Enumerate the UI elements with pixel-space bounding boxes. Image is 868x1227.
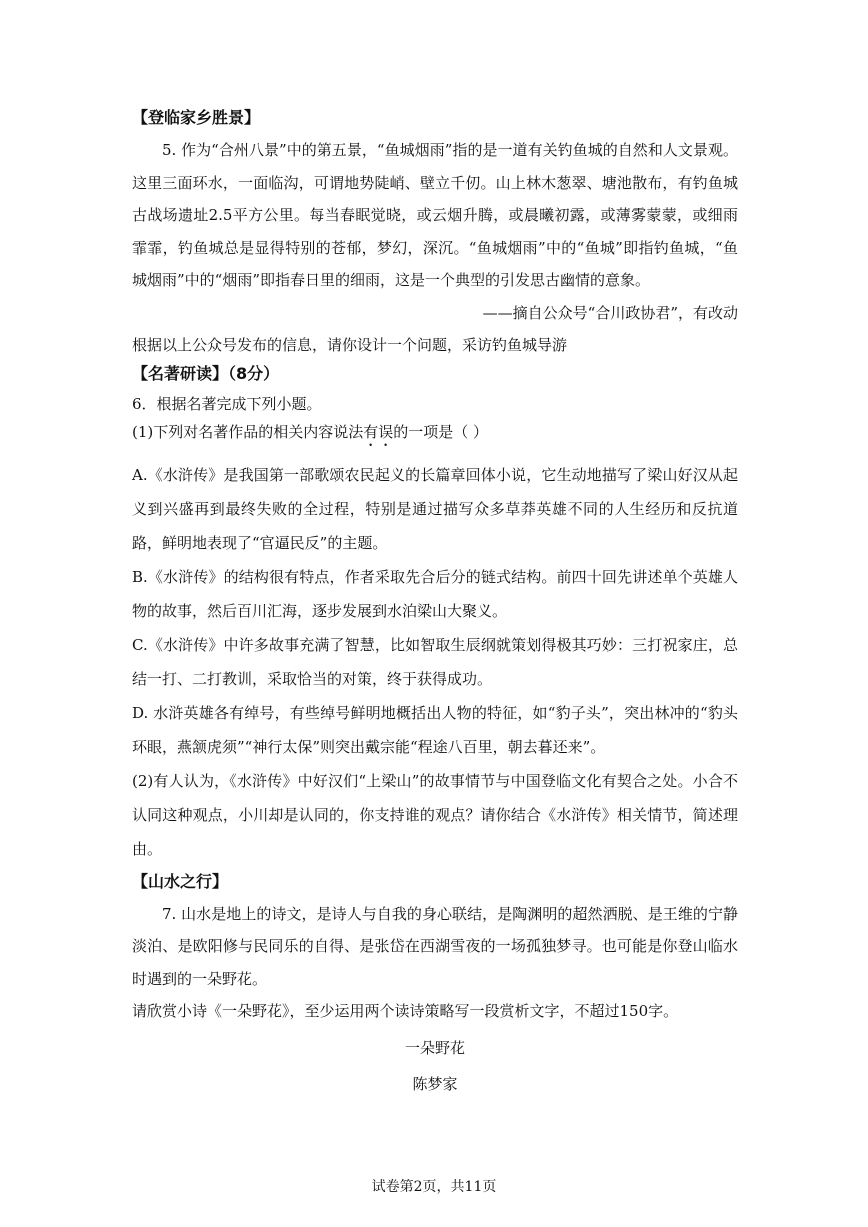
question-7-task: 请欣赏小诗《一朵野花》，至少运用两个读诗策略写一段赏析文字，不超过150字。	[132, 1002, 679, 1020]
option-d: D. 水浒英雄各有绰号，有些绰号鲜明地概括出人物的特征，如“豹子头”，突出林冲的“豹头环眼，燕颔虎须”“神行太保”则突出戴宗能“程途八百里，朝去暮还来”。	[132, 703, 738, 756]
section-heading-landscape: 【山水之行】	[132, 871, 229, 891]
source-attribution: ——摘自公众号“合川政协君”，有改动	[482, 303, 738, 322]
section-heading-hometown: 【登临家乡胜景】	[132, 108, 261, 127]
option-c: C.《水浒传》中许多故事充满了智慧，比如智取生辰纲就策划得极其巧妙：三打祝家庄，总结一打、二打教训，采取恰当的对策，终于获得成功。	[132, 635, 738, 688]
page-content	[132, 106, 738, 1101]
q6-1-stem-post: 的一项是（ ）	[393, 422, 489, 441]
question-6-intro: 6．根据名著完成下列小题。	[132, 394, 322, 413]
poem-title: 一朵野花	[404, 1038, 465, 1057]
option-b: B.《水浒传》的结构很有特点，作者采取先合后分的链式结构。前四十回先讲述单个英雄人物的故事，然后百川汇海，逐步发展到水泊梁山大聚义。	[132, 567, 738, 620]
poem-author: 陈梦家	[412, 1075, 458, 1093]
q6-1-stem-emphasis: 有误	[363, 422, 394, 441]
question-7-text: 7. 山水是地上的诗文，是诗人与自我的身心联结，是陶渊明的超然洒脱、是王维的宁静淡泊、是欧阳修与民同乐的自得、是张岱在西湖雪夜的一场孤独梦寻。也可能是你登山临水时遇到的一朵野花。	[132, 904, 738, 988]
section-heading-classics: 【名著研读】（8分）	[132, 363, 280, 383]
option-a: A.《水浒传》是我国第一部歌颂农民起义的长篇章回体小说，它生动地描写了梁山好汉从起义到兴盛再到最终失败的全过程，特别是通过描写众多草莽英雄不同的人生经历和反抗道路，鲜明地表现了“官逼民反”的主题。	[132, 465, 738, 552]
question-5-text: 5. 作为“合州八景”中的第五景，“鱼城烟雨”指的是一道有关钓鱼城的自然和人文景观。这里三面环水，一面临沟，可谓地势陡峭、壁立千仞。山上林木葱翠、塘池散布，有钓鱼城古战场遗址2.5平方公里。每当春眠觉晓，或云烟升腾，或晨曦初露，或薄雾蒙蒙，或细雨霏霏，钓鱼城总是显得特别的苍郁，梦幻，深沉。“鱼城烟雨”中的“鱼城”即指钓鱼城，“鱼城烟雨”中的“烟雨”即指春日里的细雨，这是一个典型的引发思古幽情的意象。	[132, 141, 738, 289]
question-6-1-stem	[132, 418, 738, 450]
question-6-2: (2)有人认为，《水浒传》中好汉们“上梁山”的故事情节与中国登临文化有契合之处。小合不认同这种观点，小川却是认同的，你支持谁的观点？请你结合《水浒传》相关情节，简述理由。	[132, 771, 738, 858]
question-5-task: 根据以上公众号发布的信息，请你设计一个问题，采访钓鱼城导游	[132, 336, 568, 354]
page-footer: 试卷第2页，共11页	[371, 1179, 497, 1195]
q6-1-stem-pre: (1)下列对名著作品的相关内容说法	[132, 422, 364, 441]
